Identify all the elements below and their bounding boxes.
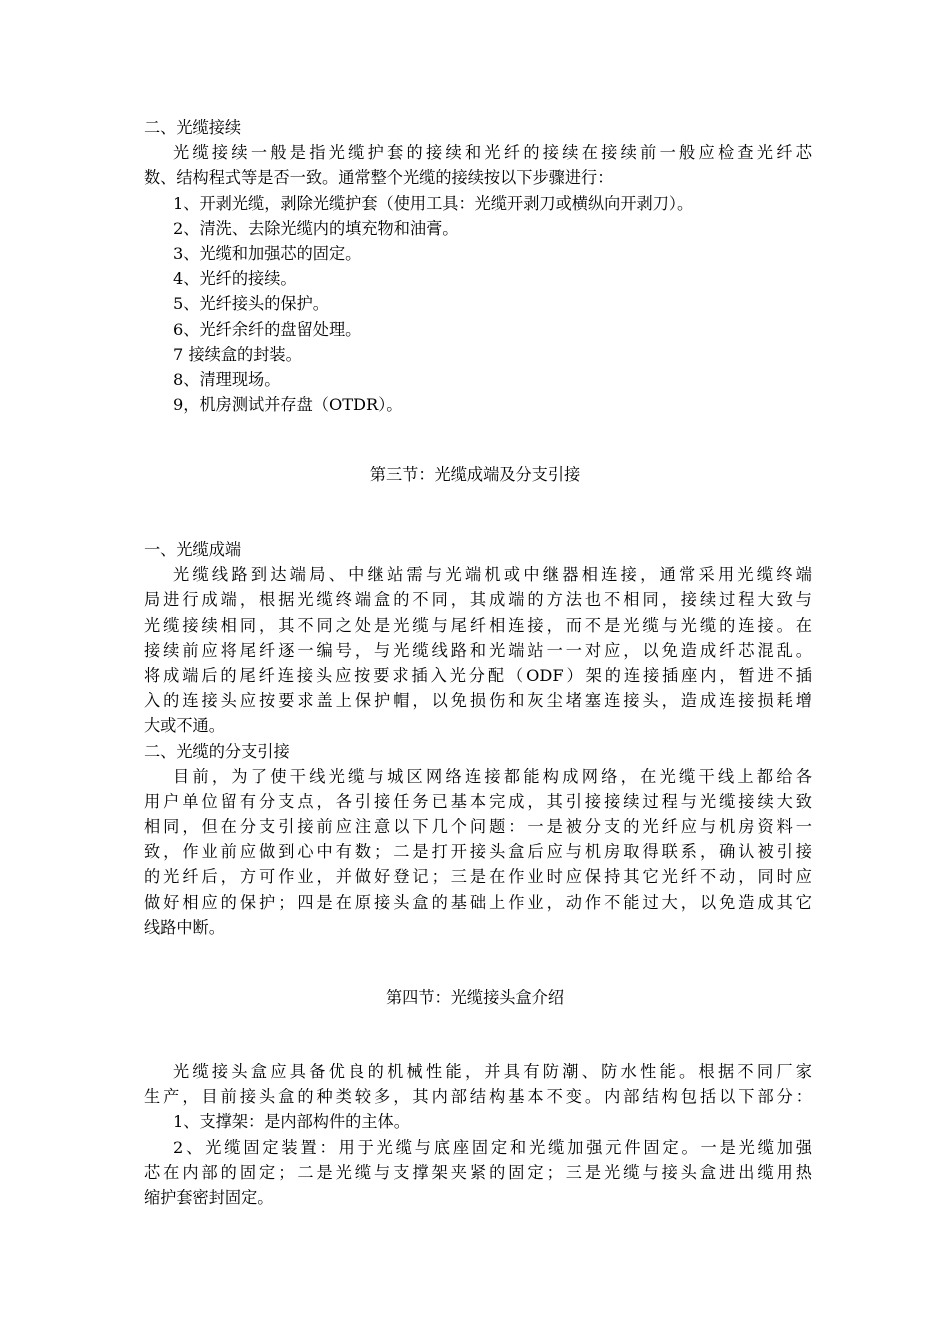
- branch-line-7: 线路中断。: [144, 917, 225, 937]
- branch-line-2: 用户单位留有分支点，各引接任务已基本完成，其引接接续过程与光缆接续大致: [144, 791, 812, 811]
- closure-item-1: 1、支撑架：是内部构件的主体。: [173, 1112, 410, 1132]
- closure-intro-line-1: 光缆接头盒应具备优良的机械性能，并具有防潮、防水性能。根据不同厂家: [173, 1062, 812, 1081]
- termination-line-3: 光缆接续相同，其不同之处是光缆与尾纤相连接，而不是光缆与光缆的连接。在: [144, 615, 812, 635]
- closure-item-2-line-2: 芯在内部的固定；二是光缆与支撑架夹紧的固定；三是光缆与接头盒进出缆用热: [144, 1162, 812, 1182]
- splicing-step-8: 8、清理现场。: [173, 369, 281, 389]
- splicing-step-9: 9，机房测试并存盘（OTDR）。: [173, 395, 403, 415]
- termination-line-2: 局进行成端，根据光缆终端盒的不同，其成端的方法也不相同，接续过程大致与: [144, 590, 812, 610]
- splicing-section: [144, 115, 812, 417]
- section3-body: [144, 537, 812, 940]
- branch-line-6: 做好相应的保护；四是在原接头盒的基础上作业，动作不能过大，以免造成其它: [144, 892, 812, 912]
- splicing-intro-line-1: 光缆接续一般是指光缆护套的接续和光纤的接续在接续前一般应检查光纤芯: [173, 143, 812, 163]
- closure-item-2-line-3: 缩护套密封固定。: [144, 1187, 274, 1207]
- splicing-step-1: 1、开剥光缆，剥除光缆护套（使用工具：光缆开剥刀或横纵向开剥刀）。: [173, 193, 694, 213]
- termination-line-6: 入的连接头应按要求盖上保护帽，以免损伤和灰尘堵塞连接头，造成连接损耗增: [144, 691, 812, 711]
- branch-line-3: 相同，但在分支引接前应注意以下几个问题：一是被分支的光纤应与机房资料一: [144, 817, 812, 837]
- termination-line-1: 光缆线路到达端局、中继站需与光端机或中继器相连接，通常采用光缆终端: [173, 565, 812, 585]
- splicing-step-4: 4、光纤的接续。: [173, 269, 297, 289]
- splicing-step-5: 5、光纤接头的保护。: [173, 294, 329, 314]
- splicing-step-2: 2、清洗、去除光缆内的填充物和油膏。: [173, 218, 459, 238]
- splicing-step-3: 3、光缆和加强芯的固定。: [173, 243, 362, 263]
- section4-body: [144, 1059, 812, 1210]
- termination-line-7: 大或不通。: [144, 716, 225, 736]
- closure-intro-line-2: 生产，目前接头盒的种类较多，其内部结构基本不变。内部结构包括以下部分：: [144, 1087, 812, 1107]
- branch-heading: 二、光缆的分支引接: [144, 741, 290, 761]
- splicing-heading: 二、光缆接续: [144, 118, 242, 137]
- closure-item-2-line-1: 2、光缆固定装置：用于光缆与底座固定和光缆加强元件固定。一是光缆加强: [173, 1137, 812, 1157]
- branch-line-4: 致，作业前应做到心中有数；二是打开接头盒后应与机房取得联系，确认被引接: [144, 842, 812, 862]
- termination-line-5: 将成端后的尾纤连接头应按要求插入光分配（ODF）架的连接插座内，暂进不插: [144, 665, 812, 685]
- termination-heading: 一、光缆成端: [144, 540, 242, 559]
- splicing-step-6: 6、光纤余纤的盘留处理。: [173, 319, 362, 339]
- branch-line-1: 目前，为了使干线光缆与城区网络连接都能构成网络，在光缆干线上都给各: [173, 766, 812, 786]
- termination-line-4: 接续前应将尾纤逐一编号，与光缆线路和光端站一一对应，以免造成纤芯混乱。: [144, 640, 812, 660]
- section4-title: 第四节：光缆接头盒介绍: [385, 988, 565, 1007]
- splicing-intro-line-2: 数、结构程式等是否一致。通常整个光缆的接续按以下步骤进行：: [144, 168, 614, 188]
- branch-line-5: 的光纤后，方可作业，并做好登记；三是在作业时应保持其它光纤不动，同时应: [144, 867, 812, 887]
- section3-title: 第三节：光缆成端及分支引接: [369, 465, 581, 484]
- splicing-step-7: 7 接续盒的封装。: [173, 344, 302, 364]
